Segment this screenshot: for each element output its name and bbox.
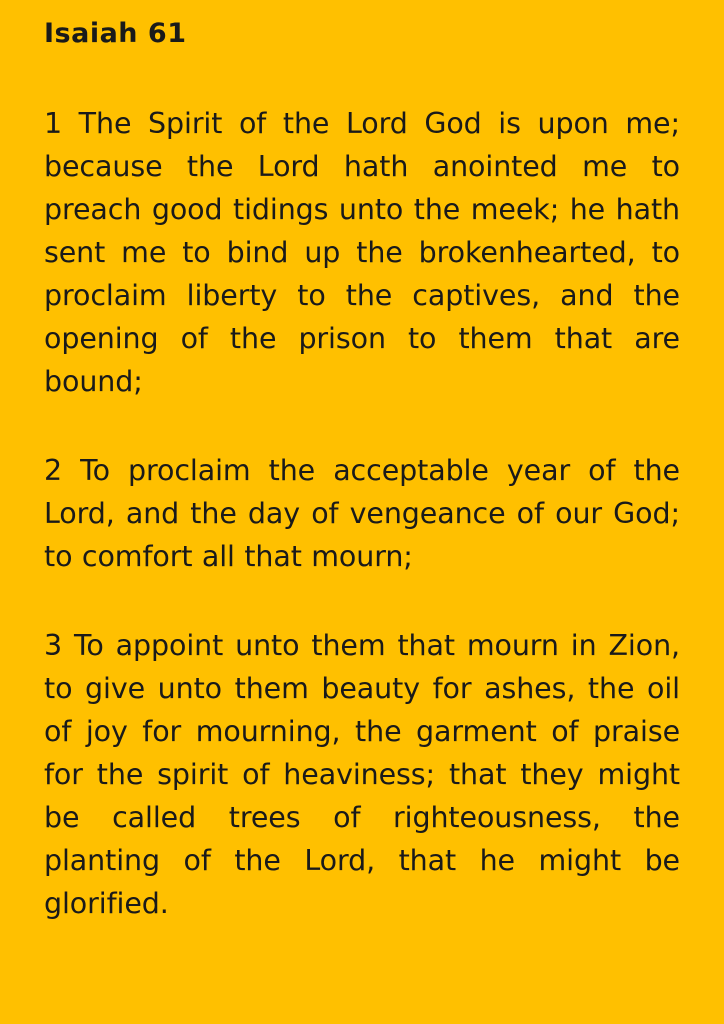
verse-2: 2 To proclaim the acceptable year of the Lord, and the day of vengeance of our God; to comfort all that mourn; [44,454,680,574]
verse-3: 3 To appoint unto them that mourn in Zion, to give unto them beauty for ashes, the oil of joy for mourning, the garment of praise for the spirit of heaviness; that they might be called trees of righteousness, the planting of the Lord, that he might be glorified. [44,629,680,921]
verse-list [44,102,680,925]
verse-1: 1 The Spirit of the Lord God is upon me; because the Lord hath anointed me to preach good tidings unto the meek; he hath sent me to bind up the brokenhearted, to proclaim liberty to the captives, and the opening of the prison to them that are bound; [44,107,680,399]
page-title: Isaiah 61 [44,18,187,49]
